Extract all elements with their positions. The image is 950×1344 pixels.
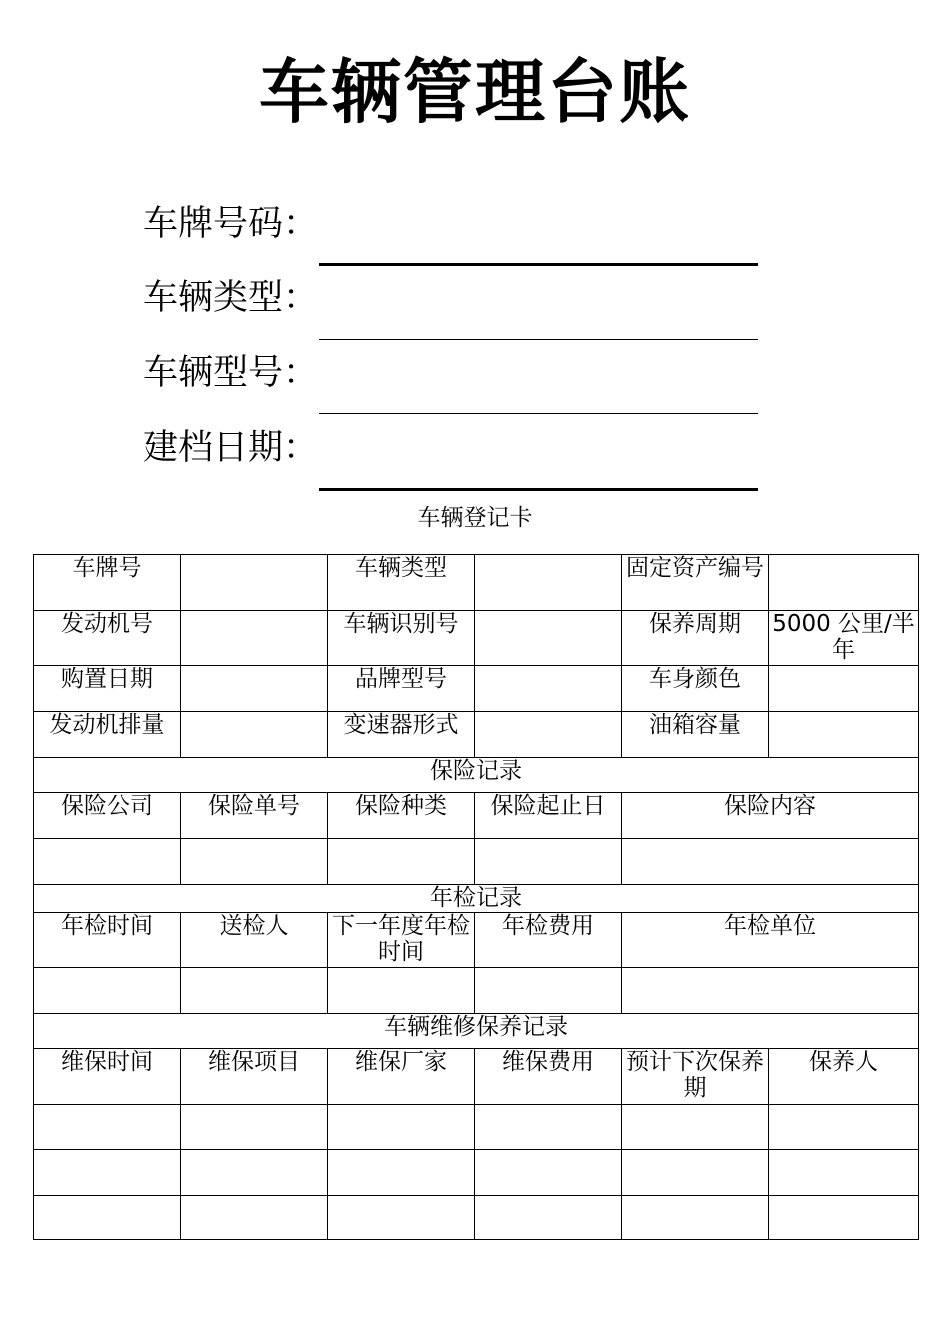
engine-number-label: 发动机号 (34, 611, 181, 666)
maintenance-cell[interactable] (34, 1196, 181, 1240)
body-color-value-cell[interactable] (769, 666, 919, 712)
archive-date-label: 建档日期： (143, 428, 319, 468)
maintenance-header: 维保厂家 (328, 1049, 475, 1105)
asset-number-label: 固定资产编号 (622, 555, 769, 611)
insurance-cell[interactable] (181, 839, 328, 885)
tank-capacity-value-cell[interactable] (769, 712, 919, 758)
registration-row-2 (34, 611, 919, 666)
vehicle-type-label: 车辆类型： (143, 278, 319, 318)
brand-model-label: 品牌型号 (328, 666, 475, 712)
inspection-cell[interactable] (34, 968, 181, 1014)
registration-row-4 (34, 712, 919, 758)
maintenance-entry-row (34, 1150, 919, 1196)
archive-date-line[interactable] (319, 488, 758, 491)
insurance-header: 保险种类 (328, 793, 475, 839)
maintenance-header-row (34, 1049, 919, 1105)
inspection-header: 下一年度年检时间 (328, 913, 475, 968)
plate-number-line[interactable] (319, 263, 758, 266)
maintenance-cell[interactable] (181, 1196, 328, 1240)
maintenance-cycle-label: 保养周期 (622, 611, 769, 666)
vin-label: 车辆识别号 (328, 611, 475, 666)
asset-number-value-cell[interactable] (769, 555, 919, 611)
registration-row-1 (34, 555, 919, 611)
inspection-cell[interactable] (475, 968, 622, 1014)
maintenance-header: 维保项目 (181, 1049, 328, 1105)
vehicle-ledger-table (33, 554, 919, 1240)
maintenance-section-title: 车辆维修保养记录 (34, 1014, 919, 1049)
engine-number-value-cell[interactable] (181, 611, 328, 666)
maintenance-entry-row (34, 1105, 919, 1150)
maintenance-cell[interactable] (475, 1105, 622, 1150)
maintenance-cell[interactable] (475, 1150, 622, 1196)
insurance-section-row (34, 758, 919, 793)
maintenance-header: 保养人 (769, 1049, 919, 1105)
maintenance-cell[interactable] (769, 1150, 919, 1196)
transmission-label: 变速器形式 (328, 712, 475, 758)
insurance-header: 保险内容 (622, 793, 919, 839)
maintenance-cell[interactable] (328, 1196, 475, 1240)
displacement-value-cell[interactable] (181, 712, 328, 758)
plate-label: 车牌号 (34, 555, 181, 611)
maintenance-cell[interactable] (181, 1105, 328, 1150)
plate-value-cell[interactable] (181, 555, 328, 611)
body-color-label: 车身颜色 (622, 666, 769, 712)
plate-number-label: 车牌号码： (143, 204, 319, 244)
registration-card-title: 车辆登记卡 (417, 505, 533, 531)
maintenance-entry-row (34, 1196, 919, 1240)
maintenance-header: 维保时间 (34, 1049, 181, 1105)
insurance-header: 保险单号 (181, 793, 328, 839)
tank-capacity-label: 油箱容量 (622, 712, 769, 758)
maintenance-cell[interactable] (34, 1105, 181, 1150)
insurance-entry-row (34, 839, 919, 885)
inspection-cell[interactable] (181, 968, 328, 1014)
maintenance-cell[interactable] (475, 1196, 622, 1240)
inspection-header: 送检人 (181, 913, 328, 968)
insurance-cell[interactable] (475, 839, 622, 885)
purchase-date-label: 购置日期 (34, 666, 181, 712)
inspection-section-row (34, 885, 919, 913)
insurance-header: 保险起止日 (475, 793, 622, 839)
maintenance-cell[interactable] (328, 1150, 475, 1196)
purchase-date-value-cell[interactable] (181, 666, 328, 712)
vehicle-type-line[interactable] (319, 339, 758, 340)
maintenance-cell[interactable] (769, 1196, 919, 1240)
inspection-header-row (34, 913, 919, 968)
insurance-cell[interactable] (622, 839, 919, 885)
inspection-entry-row (34, 968, 919, 1014)
maintenance-cell[interactable] (622, 1105, 769, 1150)
vehicle-model-label: 车辆型号： (143, 353, 319, 393)
inspection-header: 年检时间 (34, 913, 181, 968)
inspection-header: 年检单位 (622, 913, 919, 968)
maintenance-cell[interactable] (622, 1196, 769, 1240)
vin-value-cell[interactable] (475, 611, 622, 666)
insurance-header-row (34, 793, 919, 839)
insurance-cell[interactable] (34, 839, 181, 885)
brand-model-value-cell[interactable] (475, 666, 622, 712)
transmission-value-cell[interactable] (475, 712, 622, 758)
displacement-label: 发动机排量 (34, 712, 181, 758)
maintenance-header: 预计下次保养期 (622, 1049, 769, 1105)
maintenance-header: 维保费用 (475, 1049, 622, 1105)
maintenance-cell[interactable] (622, 1150, 769, 1196)
maintenance-cell[interactable] (181, 1150, 328, 1196)
maintenance-section-row (34, 1014, 919, 1049)
type-value-cell[interactable] (475, 555, 622, 611)
maintenance-cell[interactable] (769, 1105, 919, 1150)
inspection-header: 年检费用 (475, 913, 622, 968)
page-title: 车辆管理台账 (259, 51, 691, 133)
inspection-cell[interactable] (622, 968, 919, 1014)
insurance-section-title: 保险记录 (34, 758, 919, 793)
maintenance-cell[interactable] (328, 1105, 475, 1150)
insurance-header: 保险公司 (34, 793, 181, 839)
inspection-cell[interactable] (328, 968, 475, 1014)
type-label: 车辆类型 (328, 555, 475, 611)
vehicle-model-line[interactable] (319, 413, 758, 414)
inspection-section-title: 年检记录 (34, 885, 919, 913)
registration-row-3 (34, 666, 919, 712)
insurance-cell[interactable] (328, 839, 475, 885)
maintenance-cycle-value: 5000 公里/半年 (769, 611, 919, 666)
maintenance-cell[interactable] (34, 1150, 181, 1196)
